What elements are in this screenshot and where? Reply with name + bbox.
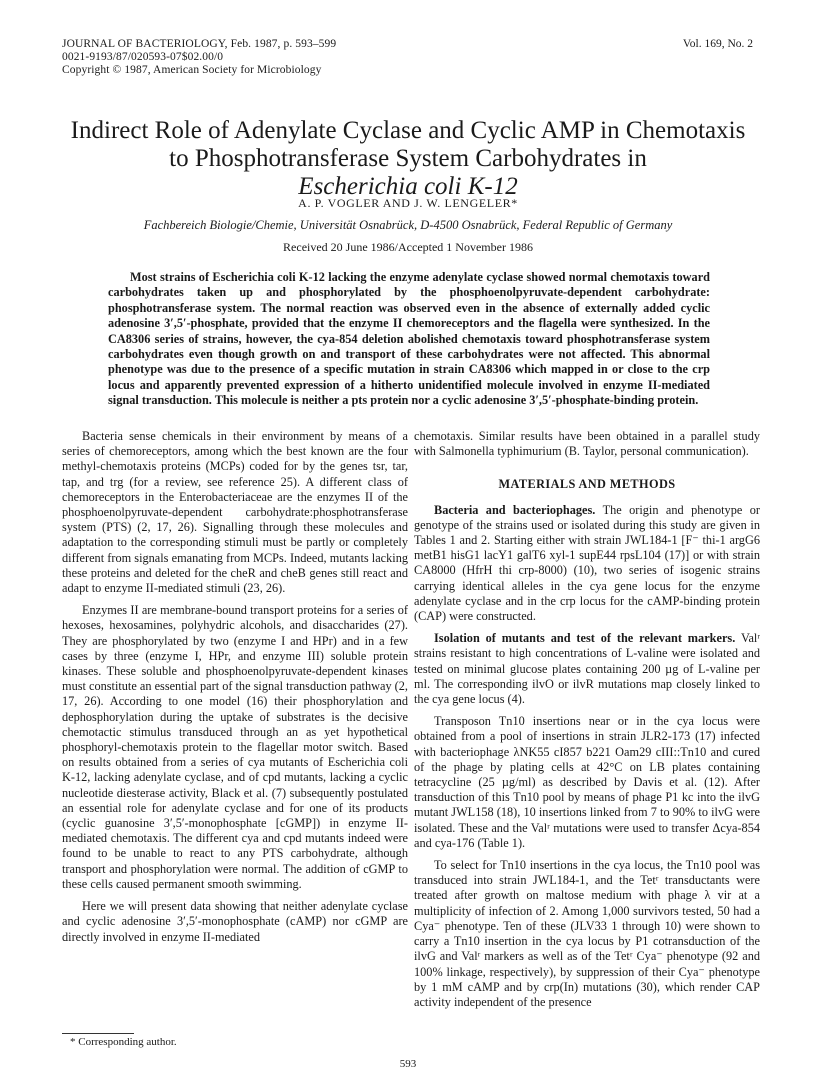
author-list: A. P. VOGLER AND J. W. LENGELER* (298, 196, 518, 210)
page-number: 593 (399, 1058, 417, 1070)
left-column (62, 429, 408, 952)
footnote-rule (62, 1033, 134, 1034)
journal-header-left (62, 38, 336, 77)
article-title (40, 117, 776, 201)
right-column (414, 429, 760, 1017)
run-in-heading: Isolation of mutants and test of the relevant markers. (434, 631, 736, 646)
article-code: 0021-9193/87/020593-07$02.00/0 (62, 51, 224, 63)
paragraph-text: The origin and phenotype or genotype of the strains used or isolated during this study are given in Tables 1 and 2. Starting either with strain JWL184-1 [F⁻ thi-1 argG6 metB1 hisG1 lacY1 galT6 xyl-1 supE44 rpsL104 (17)] or with strain CA8000 (HfrH thi crp-8000) (10), two series of isogenic strains carrying identical alleles in the cya gene locus for the enzyme adenylate cyclase and in the crp locus for the cAMP-binding protein (CAP) were constructed. (414, 502, 760, 624)
section-heading: MATERIALS AND METHODS (498, 477, 676, 492)
title-line-1: Indirect Role of Adenylate Cyclase and Cyclic AMP in Chemotaxis (70, 117, 746, 144)
abstract: Most strains of Escherichia coli K-12 lacking the enzyme adenylate cyclase showed normal chemotaxis toward carbohydrates taken up and phosphorylated by the phosphoenolpyruvate-dependent carbohydrate: phosphotransferase system. The normal reaction was observed even in the absence of externally added cyclic adenosine 3′,5′-phosphate, provided that the enzyme II chemoreceptors and the flagella were synthesized. In the CA8306 series of strains, however, the cya-854 deletion abolished chemotaxis toward phosphotransferase system carbohydrates even though growth on and transport of these carbohydrates were not affected. This abnormal phenotype was due to the presence of a specific mutation in strain CA8306 which mapped in or close to the crp locus and apparently prevented expression of a hitherto unidentified molecule involved in enzyme II-mediated signal transduction. This molecule is neither a pts protein nor a cyclic adenosine 3′,5′-phosphate-binding protein. (108, 270, 710, 408)
title-line-2: to Phosphotransferase System Carbohydrates in (169, 145, 647, 172)
body-paragraph: Transposon Tn10 insertions near or in the cya locus were obtained from a pool of insertions in strain JLR2-173 (17) infected with bacteriophage λNK55 cI857 b221 Oam29 cIII::Tn10 and cured of the phage by plating cells at 42°C on LB plates containing tetracycline (25 µg/ml) as described by Davis et al. (12). After transduction of this Tn10 pool by means of phage P1 kc into the ilvG mutant JWL158 (18), 10 insertions linked from 7 to 90% to ilvG were isolated. These and the Valʳ mutations were used to transfer Δcya-854 and cya-176 (Table 1). (414, 714, 760, 850)
footnote: * Corresponding author. (70, 1036, 177, 1048)
author-affiliation: Fachbereich Biologie/Chemie, Universität Osnabrück, D-4500 Osnabrück, Federal Republic of Germany (143, 218, 673, 232)
volume-issue: Vol. 169, No. 2 (682, 38, 753, 50)
body-paragraph-continued: chemotaxis. Similar results have been obtained in a parallel study with Salmonella typhimurium (B. Taylor, personal communication). (414, 429, 760, 459)
body-paragraph (414, 503, 760, 625)
body-paragraph: Enzymes II are membrane-bound transport proteins for a series of hexoses, hexosamines, polyhydric alcohols, and disaccharides (27). They are phosphorylated by two (enzyme I and HPr) and in a few cases by three (enzyme I, HPr, and enzyme III) soluble protein kinases. These soluble and phosphoenolpyruvate-dependent kinases must constitute an essential part of the signal transduction pathway (2, 17, 26). According to one model (16) their phosphorylation and dephosphorylation during the uptake of substrates is the decisive chemotactic stimulus transduced through an as yet hypothetical phosphoryl-chemotaxis protein to the flagellar motor switch. Based on results obtained from a series of cya mutants of Escherichia coli K-12, lacking adenylate cyclase, and of cpd mutants, lacking a cyclic nucleotide diesterase activity, Black et al. (7) subsequently postulated an essential role for adenylate cyclase and for one of its products (cyclic guanosine 3′,5′-monophosphate [cGMP]) in enzyme II-mediated chemotaxis. The different cya and cpd mutants indeed were found to be unable to react to any PTS carbohydrate, although transport and phosphorylation were normal. The addition of cGMP to these cells caused permanent smooth swimming. (62, 603, 408, 891)
body-paragraph: Here we will present data showing that neither adenylate cyclase and cyclic adenosine 3′,5′-monophosphate (cAMP) nor cGMP are directly involved in enzyme II-mediated (62, 899, 408, 944)
body-paragraph: Bacteria sense chemicals in their environment by means of a series of chemoreceptors, among which the best known are the four methyl-chemotaxis proteins (MCPs) coded for by the genes tsr, tar, tap, and trg (for a review, see reference 25). A different class of chemoreceptors in the Enterobacteriaceae are the enzymes II of the phosphoenolpyruvate-dependent carbohydrate:phosphotransferase system (PTS) (2, 17, 26). Signalling through these molecules and adaptation to the corresponding stimuli must be partly or completely different from signals emanating from MCPs. Indeed, mutants lacking these proteins and deleted for the cheR and cheB genes still react and adapt to enzyme II-mediated stimuli (23, 26). (62, 429, 408, 596)
paragraph-text: Valʳ strains resistant to high concentrations of L-valine were isolated and tested on minimal glucose plates containing 200 µg of L-valine per ml. The corresponding ilvO or ilvR mutations map closely linked to the cya gene locus (4). (414, 631, 761, 707)
body-paragraph (414, 631, 760, 707)
journal-citation: JOURNAL OF BACTERIOLOGY, Feb. 1987, p. 593–599 (62, 38, 337, 50)
received-dates: Received 20 June 1986/Accepted 1 November 1986 (283, 240, 533, 254)
copyright-notice: Copyright © 1987, American Society for Microbiology (62, 64, 322, 76)
title-line-3: Escherichia coli K-12 (298, 173, 518, 200)
run-in-heading: Bacteria and bacteriophages. (434, 502, 596, 517)
body-paragraph: To select for Tn10 insertions in the cya locus, the Tn10 pool was transduced into strain JWL184-1, and the Tetʳ transductants were treated after growth on maltose medium with phage λ vir at a multiplicity of infection of 2. Among 1,000 survivors tested, 50 had a Cya⁻ phenotype. Ten of these (JLV33 1 through 10) were shown to carry a Tn10 insertion in the cya locus by P1 cotransduction of the ilvG and Valʳ markers as well as of the Tetʳ Cya⁻ phenotype (92 and 100% linkage, respectively), by suppression of their Cya⁻ phenotype by 1 mM cAMP and by crp(In) mutations (30), which render CAP activity independent of the presence (414, 858, 760, 1009)
